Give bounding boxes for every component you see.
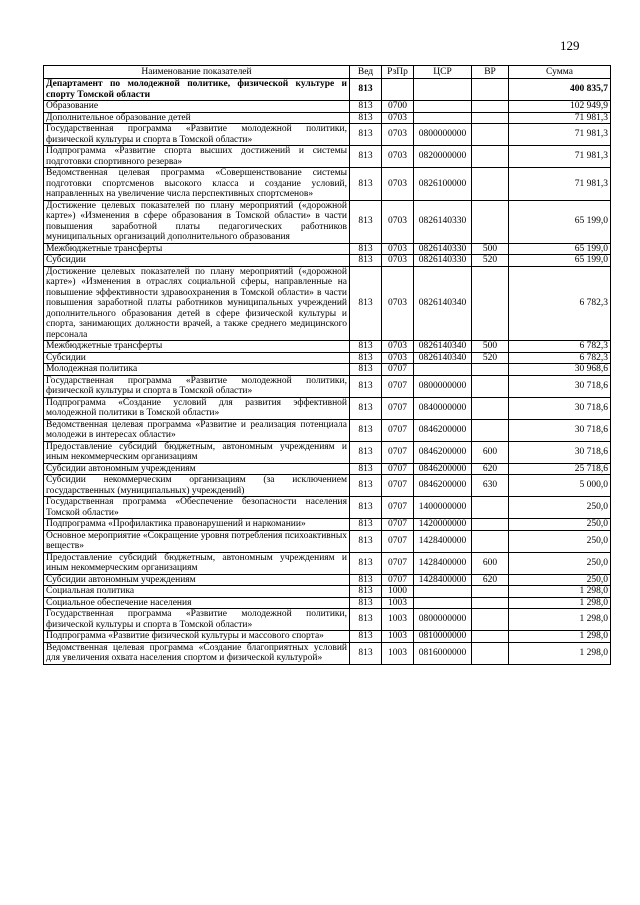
row-ved: 813 [350, 441, 382, 463]
row-vr: 600 [472, 552, 509, 574]
table-row [44, 631, 611, 643]
row-name: Основное мероприятие «Сокращение уровня потребления психоактивных веществ» [44, 530, 350, 552]
row-rzpr: 0703 [382, 112, 414, 124]
row-csr: 0846200000 [414, 463, 472, 475]
row-csr: 0800000000 [414, 609, 472, 631]
row-rzpr: 0707 [382, 519, 414, 531]
row-ved: 813 [350, 574, 382, 586]
table-row [44, 364, 611, 376]
row-name: Подпрограмма «Развитие физической культуры и массового спорта» [44, 631, 350, 643]
row-sum: 65 199,0 [509, 255, 611, 267]
row-rzpr: 0703 [382, 168, 414, 201]
row-sum: 1 298,0 [509, 631, 611, 643]
row-name: Межбюджетные трансферты [44, 243, 350, 255]
row-rzpr: 0707 [382, 463, 414, 475]
row-csr [414, 597, 472, 609]
row-sum: 250,0 [509, 497, 611, 519]
row-csr: 0800000000 [414, 124, 472, 146]
row-vr [472, 631, 509, 643]
row-name: Социальное обеспечение населения [44, 597, 350, 609]
row-csr: 0826140340 [414, 341, 472, 353]
table-row [44, 375, 611, 397]
table-row [44, 475, 611, 497]
row-rzpr: 0707 [382, 375, 414, 397]
row-sum: 71 981,3 [509, 124, 611, 146]
row-name: Ведомственная целевая программа «Развитие и реализация потенциала молодежи в интересах области» [44, 419, 350, 441]
row-vr: 620 [472, 463, 509, 475]
row-rzpr: 0707 [382, 497, 414, 519]
table-header-row [44, 66, 611, 79]
row-rzpr: 0707 [382, 441, 414, 463]
row-sum: 1 298,0 [509, 642, 611, 664]
row-csr: 0800000000 [414, 375, 472, 397]
row-csr: 0816000000 [414, 642, 472, 664]
header-rzpr: РзПр [382, 66, 414, 79]
row-csr: 0846200000 [414, 441, 472, 463]
table-row [44, 597, 611, 609]
row-ved: 813 [350, 631, 382, 643]
row-csr: 1428400000 [414, 574, 472, 586]
row-rzpr: 0707 [382, 475, 414, 497]
row-name: Государственная программа «Обеспечение безопасности населения Томской области» [44, 497, 350, 519]
header-csr: ЦСР [414, 66, 472, 79]
row-sum: 65 199,0 [509, 200, 611, 243]
row-rzpr: 0703 [382, 341, 414, 353]
row-vr: 600 [472, 441, 509, 463]
budget-table [43, 65, 611, 665]
row-ved: 813 [350, 79, 382, 101]
row-vr: 500 [472, 341, 509, 353]
row-ved: 813 [350, 364, 382, 376]
row-vr [472, 364, 509, 376]
row-csr: 0846200000 [414, 419, 472, 441]
row-rzpr: 0707 [382, 574, 414, 586]
row-vr [472, 375, 509, 397]
row-ved: 813 [350, 530, 382, 552]
row-ved: 813 [350, 375, 382, 397]
row-name: Подпрограмма «Профилактика правонарушений и наркомании» [44, 519, 350, 531]
row-name: Субсидии автономным учреждениям [44, 574, 350, 586]
row-name: Государственная программа «Развитие молодежной политики, физической культуры и спорта в Томской области» [44, 609, 350, 631]
row-name: Субсидии [44, 352, 350, 364]
row-vr [472, 79, 509, 101]
row-ved: 813 [350, 112, 382, 124]
row-ved: 813 [350, 497, 382, 519]
table-row [44, 266, 611, 341]
row-csr: 1428400000 [414, 552, 472, 574]
header-ved: Вед [350, 66, 382, 79]
row-rzpr: 0703 [382, 266, 414, 341]
row-rzpr: 0703 [382, 146, 414, 168]
row-vr [472, 642, 509, 664]
row-vr [472, 497, 509, 519]
row-sum: 250,0 [509, 519, 611, 531]
row-csr: 0846200000 [414, 475, 472, 497]
row-name: Ведомственная целевая программа «Совершенствование системы подготовки спортсменов высокого класса и создание условий, направленных на увеличение числа перспективных спортсменов» [44, 168, 350, 201]
row-sum: 5 000,0 [509, 475, 611, 497]
row-vr: 520 [472, 352, 509, 364]
row-csr: 1400000000 [414, 497, 472, 519]
row-rzpr: 0707 [382, 419, 414, 441]
row-csr: 1420000000 [414, 519, 472, 531]
row-csr: 0826140330 [414, 243, 472, 255]
row-rzpr: 0707 [382, 530, 414, 552]
row-rzpr: 1003 [382, 642, 414, 664]
row-csr: 0826100000 [414, 168, 472, 201]
row-name: Молодежная политика [44, 364, 350, 376]
row-sum: 102 949,9 [509, 101, 611, 113]
row-csr: 0826140330 [414, 200, 472, 243]
table-row [44, 497, 611, 519]
row-name: Образование [44, 101, 350, 113]
row-vr [472, 586, 509, 598]
row-csr: 0810000000 [414, 631, 472, 643]
row-sum: 6 782,3 [509, 341, 611, 353]
row-rzpr: 0700 [382, 101, 414, 113]
row-name: Департамент по молодежной политике, физической культуре и спорту Томской области [44, 79, 350, 101]
row-vr [472, 101, 509, 113]
row-vr [472, 266, 509, 341]
table-row [44, 609, 611, 631]
row-ved: 813 [350, 397, 382, 419]
row-rzpr: 1003 [382, 631, 414, 643]
table-row [44, 586, 611, 598]
table-row [44, 255, 611, 267]
table-row [44, 243, 611, 255]
row-ved: 813 [350, 266, 382, 341]
row-sum: 250,0 [509, 530, 611, 552]
row-rzpr [382, 79, 414, 101]
row-sum: 1 298,0 [509, 597, 611, 609]
row-rzpr: 1003 [382, 609, 414, 631]
row-vr [472, 397, 509, 419]
row-ved: 813 [350, 597, 382, 609]
row-sum: 25 718,6 [509, 463, 611, 475]
row-ved: 813 [350, 552, 382, 574]
row-rzpr: 0703 [382, 255, 414, 267]
row-name: Ведомственная целевая программа «Создание благоприятных условий для увеличения охвата населения спортом и физической культурой» [44, 642, 350, 664]
row-csr [414, 101, 472, 113]
row-csr: 0840000000 [414, 397, 472, 419]
row-name: Подпрограмма «Создание условий для развития эффективной молодежной политики в Томской области» [44, 397, 350, 419]
row-name: Государственная программа «Развитие молодежной политики, физической культуры и спорта в Томской области» [44, 124, 350, 146]
table-row [44, 530, 611, 552]
row-vr [472, 609, 509, 631]
row-csr: 1428400000 [414, 530, 472, 552]
table-row [44, 101, 611, 113]
header-name: Наименование показателей [44, 66, 350, 79]
table-row [44, 352, 611, 364]
row-csr: 0826140340 [414, 266, 472, 341]
row-sum: 1 298,0 [509, 586, 611, 598]
row-ved: 813 [350, 352, 382, 364]
row-vr [472, 200, 509, 243]
row-sum: 400 835,7 [509, 79, 611, 101]
row-rzpr: 0707 [382, 397, 414, 419]
table-row [44, 519, 611, 531]
row-vr: 630 [472, 475, 509, 497]
row-name: Предоставление субсидий бюджетным, автономным учреждениям и иным некоммерческим организациям [44, 441, 350, 463]
row-sum: 250,0 [509, 552, 611, 574]
table-row [44, 200, 611, 243]
row-vr [472, 168, 509, 201]
row-csr [414, 79, 472, 101]
row-name: Государственная программа «Развитие молодежной политики, физической культуры и спорта в Томской области» [44, 375, 350, 397]
row-vr [472, 419, 509, 441]
row-ved: 813 [350, 642, 382, 664]
header-vr: ВР [472, 66, 509, 79]
row-name: Дополнительное образование детей [44, 112, 350, 124]
row-sum: 71 981,3 [509, 112, 611, 124]
row-vr [472, 112, 509, 124]
row-csr [414, 364, 472, 376]
row-name: Субсидии некоммерческим организациям (за исключением государственных (муниципальных) учреждений) [44, 475, 350, 497]
row-rzpr: 0703 [382, 200, 414, 243]
table-row [44, 441, 611, 463]
table-row [44, 397, 611, 419]
row-csr: 0820000000 [414, 146, 472, 168]
row-sum: 30 718,6 [509, 419, 611, 441]
row-vr: 500 [472, 243, 509, 255]
row-sum: 65 199,0 [509, 243, 611, 255]
row-vr [472, 519, 509, 531]
row-ved: 813 [350, 463, 382, 475]
row-csr [414, 112, 472, 124]
row-name: Субсидии автономным учреждениям [44, 463, 350, 475]
row-rzpr: 0707 [382, 552, 414, 574]
row-rzpr: 1000 [382, 586, 414, 598]
row-ved: 813 [350, 519, 382, 531]
row-ved: 813 [350, 146, 382, 168]
table-row [44, 552, 611, 574]
row-name: Достижение целевых показателей по плану мероприятий («дорожной карте») «Изменения в сфере образования в Томской области» в части повышения заработной платы педагогических работников муниципальных организаций дополнительного образования [44, 200, 350, 243]
table-body [44, 79, 611, 665]
row-name: Подпрограмма «Развитие спорта высших достижений и системы подготовки спортивного резерва» [44, 146, 350, 168]
row-vr [472, 124, 509, 146]
page-number: 129 [560, 38, 580, 53]
row-name: Достижение целевых показателей по плану мероприятий («дорожной карте») «Изменения в отраслях социальной сферы, направленные на повышение эффективности здравоохранения в Томской области» в части повышения заработной платы работников муниципальных учреждений дополнительного образования детей в сфере физической культуры и спорта, занимающих должности врачей, а также среднего медицинского персонала [44, 266, 350, 341]
table-row [44, 112, 611, 124]
row-sum: 30 968,6 [509, 364, 611, 376]
row-rzpr: 0703 [382, 124, 414, 146]
row-vr [472, 530, 509, 552]
row-ved: 813 [350, 243, 382, 255]
row-ved: 813 [350, 255, 382, 267]
row-vr: 620 [472, 574, 509, 586]
row-ved: 813 [350, 419, 382, 441]
row-rzpr: 0703 [382, 243, 414, 255]
header-sum: Сумма [509, 66, 611, 79]
row-vr [472, 146, 509, 168]
row-ved: 813 [350, 101, 382, 113]
row-ved: 813 [350, 200, 382, 243]
row-ved: 813 [350, 124, 382, 146]
row-name: Межбюджетные трансферты [44, 341, 350, 353]
row-sum: 30 718,6 [509, 397, 611, 419]
table-row [44, 168, 611, 201]
row-sum: 30 718,6 [509, 375, 611, 397]
row-sum: 30 718,6 [509, 441, 611, 463]
row-rzpr: 1003 [382, 597, 414, 609]
row-name: Субсидии [44, 255, 350, 267]
table-row [44, 79, 611, 101]
row-vr: 520 [472, 255, 509, 267]
row-ved: 813 [350, 168, 382, 201]
table-row [44, 124, 611, 146]
row-sum: 71 981,3 [509, 146, 611, 168]
row-rzpr: 0707 [382, 364, 414, 376]
row-csr: 0826140340 [414, 352, 472, 364]
row-name: Предоставление субсидий бюджетным, автономным учреждениям и иным некоммерческим организациям [44, 552, 350, 574]
row-name: Социальная политика [44, 586, 350, 598]
row-vr [472, 597, 509, 609]
row-sum: 250,0 [509, 574, 611, 586]
row-ved: 813 [350, 586, 382, 598]
table-row [44, 146, 611, 168]
row-sum: 71 981,3 [509, 168, 611, 201]
row-ved: 813 [350, 475, 382, 497]
row-sum: 6 782,3 [509, 266, 611, 341]
row-sum: 6 782,3 [509, 352, 611, 364]
row-csr: 0826140330 [414, 255, 472, 267]
row-csr [414, 586, 472, 598]
table-row [44, 574, 611, 586]
table-row [44, 463, 611, 475]
table-row [44, 642, 611, 664]
row-ved: 813 [350, 341, 382, 353]
row-rzpr: 0703 [382, 352, 414, 364]
row-ved: 813 [350, 609, 382, 631]
table-row [44, 341, 611, 353]
row-sum: 1 298,0 [509, 609, 611, 631]
table-row [44, 419, 611, 441]
